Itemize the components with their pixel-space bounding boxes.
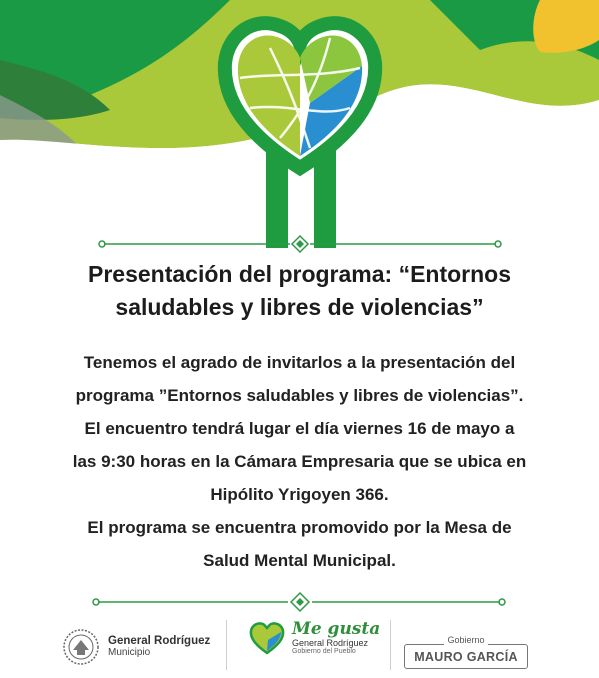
- event-title: [20, 258, 579, 324]
- me-gusta-logo: [248, 620, 380, 656]
- heart-ribbon-logo-icon: [200, 8, 400, 248]
- footer-separator-2: [390, 620, 391, 670]
- gobierno-logo: [404, 626, 528, 669]
- body-line-2: programa ”Entornos saludables y libres de violencias”.: [75, 386, 524, 405]
- body-line-4: las 9:30 horas en la Cámara Empresaria que se ubica en: [72, 452, 527, 471]
- top-ornament-divider: [0, 232, 599, 256]
- municipio-logo: [62, 628, 210, 666]
- municipio-label: Municipio: [108, 647, 151, 658]
- body-line-1: Tenemos el agrado de invitarlos a la presentación del: [83, 353, 516, 372]
- municipal-seal-icon: [62, 628, 100, 666]
- me-gusta-sub: Gobierno del Pueblo: [292, 648, 356, 655]
- invitation-text: [20, 346, 579, 577]
- body-line-5: Hipólito Yrigoyen 366.: [210, 485, 389, 504]
- body-line-6: El programa se encuentra promovido por la Mesa de: [87, 518, 512, 537]
- municipio-name: General Rodríguez: [108, 635, 211, 647]
- gobierno-label: Gobierno: [444, 635, 487, 645]
- me-gusta-slogan: Me gusta: [292, 619, 381, 639]
- title-line-1: Presentación del programa: “Entornos: [87, 261, 512, 287]
- title-line-2: saludables y libres de violencias”: [115, 294, 484, 320]
- body-line-7: Salud Mental Municipal.: [203, 551, 396, 570]
- body-line-3: El encuentro tendrá lugar el día viernes 16 de mayo a: [84, 419, 515, 438]
- footer-separator-1: [226, 620, 227, 670]
- me-gusta-name: General Rodríguez: [292, 638, 369, 648]
- me-gusta-heart-icon: [248, 620, 286, 656]
- gobierno-name: MAURO GARCÍA: [404, 644, 528, 669]
- bottom-ornament-divider: [0, 590, 599, 614]
